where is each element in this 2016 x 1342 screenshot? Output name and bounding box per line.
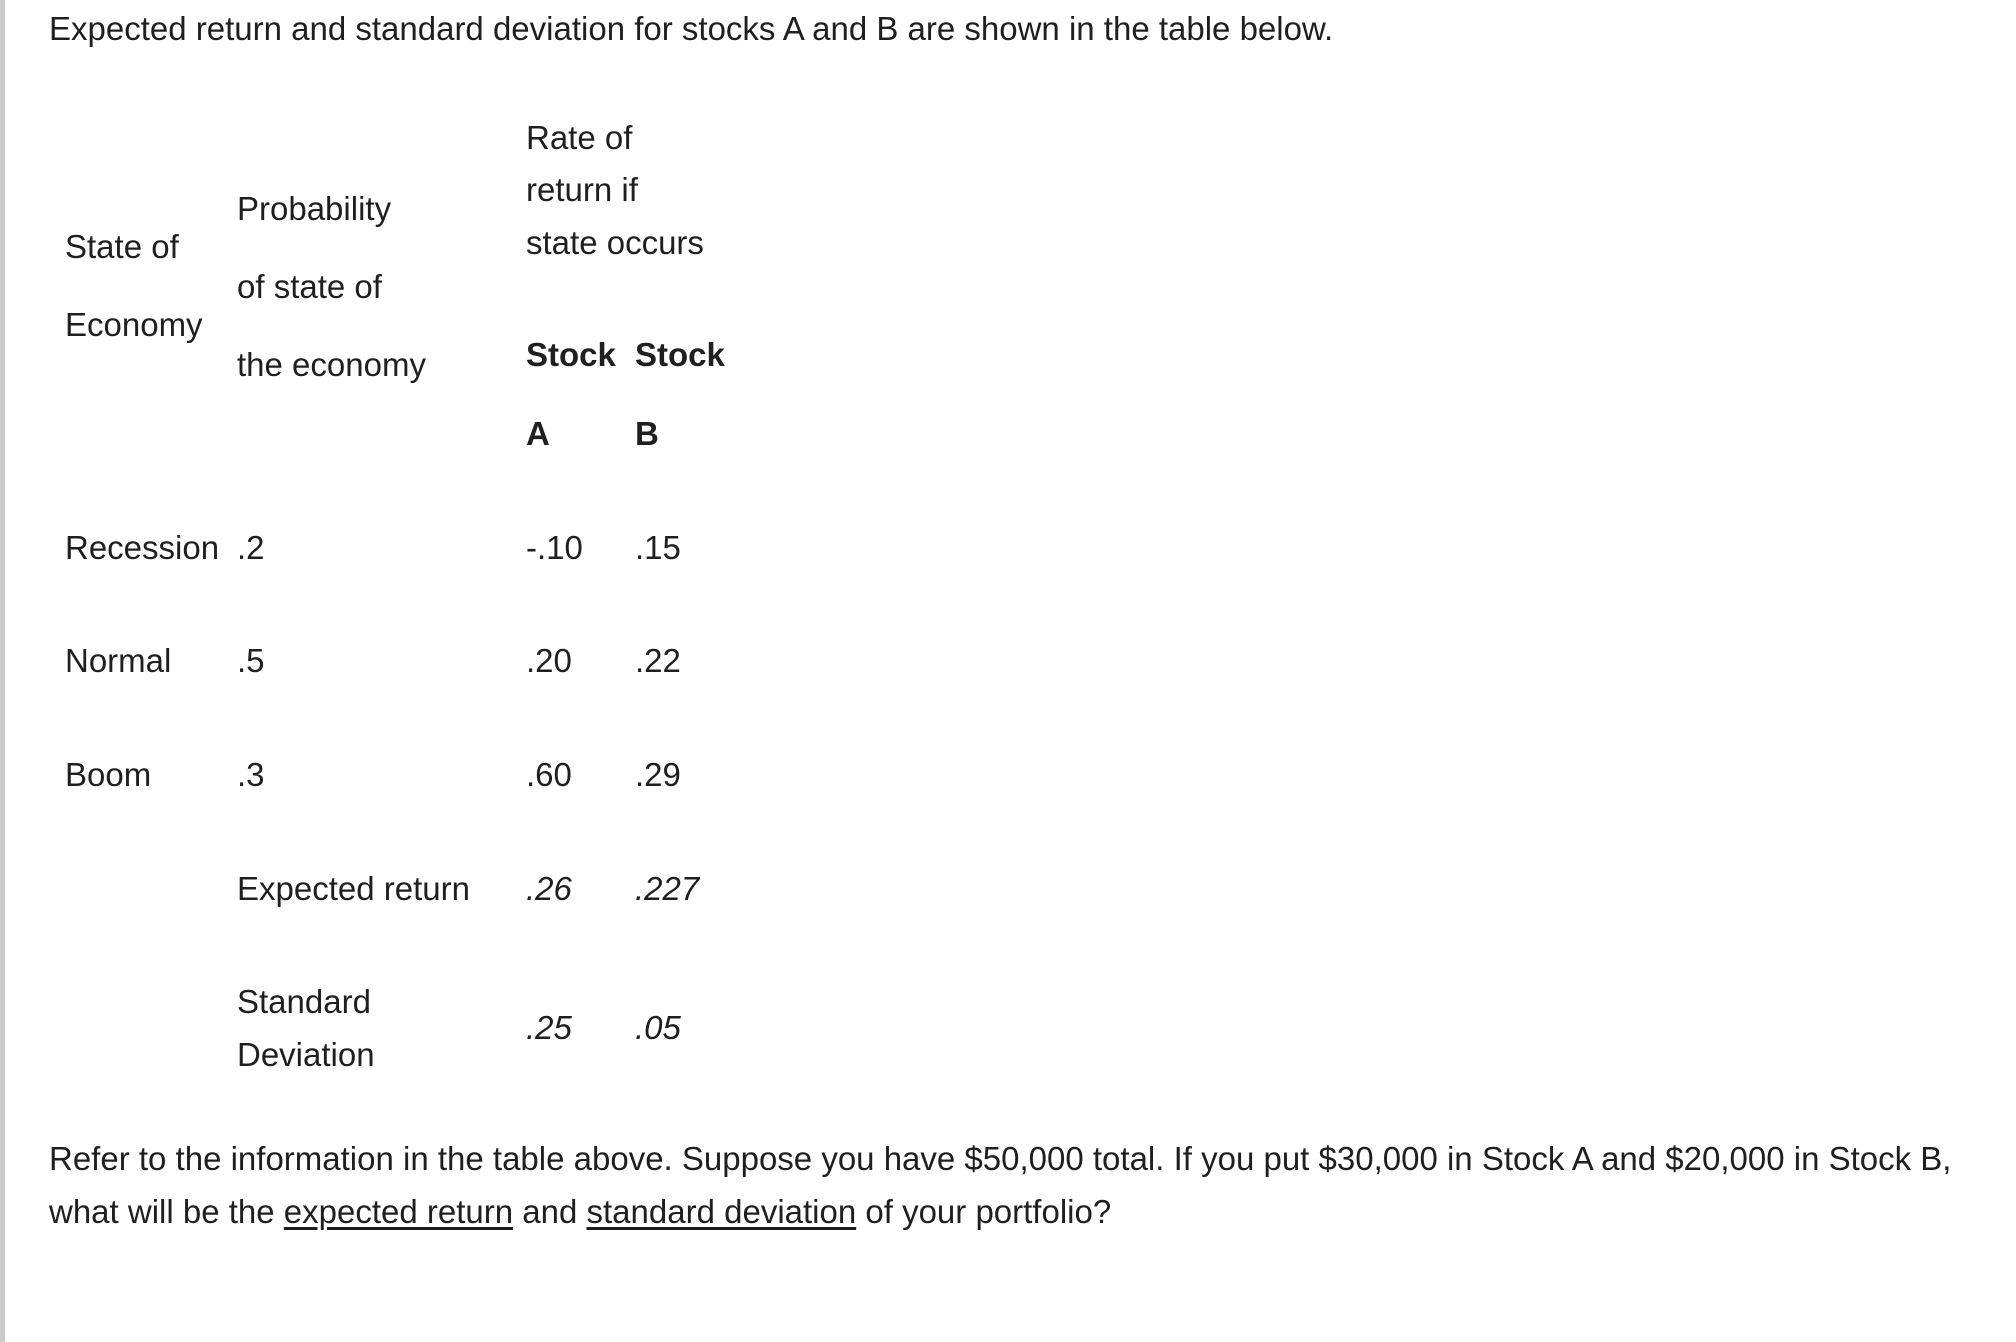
row-normal-stock-b: .22 bbox=[635, 642, 681, 679]
row-boom-probability: .3 bbox=[237, 756, 265, 793]
row-boom-stock-b: .29 bbox=[635, 756, 681, 793]
header-state-line1: State of bbox=[65, 228, 179, 265]
row-recession-stock-a: -.10 bbox=[526, 529, 583, 566]
std-dev-stock-a: .25 bbox=[526, 1009, 572, 1046]
expected-return-term: expected return bbox=[283, 1193, 514, 1230]
row-recession-stock-b: .15 bbox=[635, 529, 681, 566]
header-rate-line1: Rate of bbox=[526, 119, 633, 156]
standard-deviation-term: standard deviation bbox=[586, 1193, 857, 1230]
std-dev-stock-b: .05 bbox=[635, 1009, 681, 1046]
header-prob-line3: the economy bbox=[237, 346, 426, 383]
question-line1: Refer to the information in the table above. Suppose you have $50,000 total. If you put $30,000 in Stock A and $20,000 in Stock B, bbox=[49, 1140, 1952, 1177]
header-rate-line2: return if bbox=[526, 171, 638, 208]
question-line2-suffix: of your portfolio? bbox=[856, 1193, 1112, 1230]
header-prob-line1: Probability bbox=[237, 190, 392, 227]
row-boom-state: Boom bbox=[65, 756, 152, 793]
row-normal-stock-a: .20 bbox=[526, 642, 572, 679]
question-line2 bbox=[49, 1185, 1951, 1238]
left-border bbox=[0, 0, 5, 1342]
header-state-line2: Economy bbox=[65, 306, 203, 343]
header-rate-line3: state occurs bbox=[526, 224, 704, 261]
row-recession-probability: .2 bbox=[237, 529, 265, 566]
row-normal-state: Normal bbox=[65, 642, 172, 679]
expected-return-label: Expected return bbox=[237, 870, 470, 907]
row-normal-probability: .5 bbox=[237, 642, 265, 679]
expected-return-stock-a: .26 bbox=[526, 870, 572, 907]
header-stock-b-line2: B bbox=[635, 415, 659, 452]
header-stock-a-line2: A bbox=[526, 415, 550, 452]
row-boom-stock-a: .60 bbox=[526, 756, 572, 793]
intro-text: Expected return and standard deviation for stocks A and B are shown in the table below. bbox=[49, 10, 1334, 47]
question-line2-prefix: what will be the bbox=[49, 1193, 284, 1230]
header-stock-b-line1: Stock bbox=[635, 336, 725, 373]
header-prob-line2: of state of bbox=[237, 268, 382, 305]
question-text bbox=[49, 1132, 1951, 1238]
row-recession-state: Recession bbox=[65, 529, 220, 566]
header-stock-a-line1: Stock bbox=[526, 336, 616, 373]
expected-return-stock-b: .227 bbox=[635, 870, 700, 907]
std-dev-label-line1: Standard bbox=[237, 983, 371, 1020]
question-line2-mid: and bbox=[513, 1193, 587, 1230]
std-dev-label-line2: Deviation bbox=[237, 1036, 375, 1073]
